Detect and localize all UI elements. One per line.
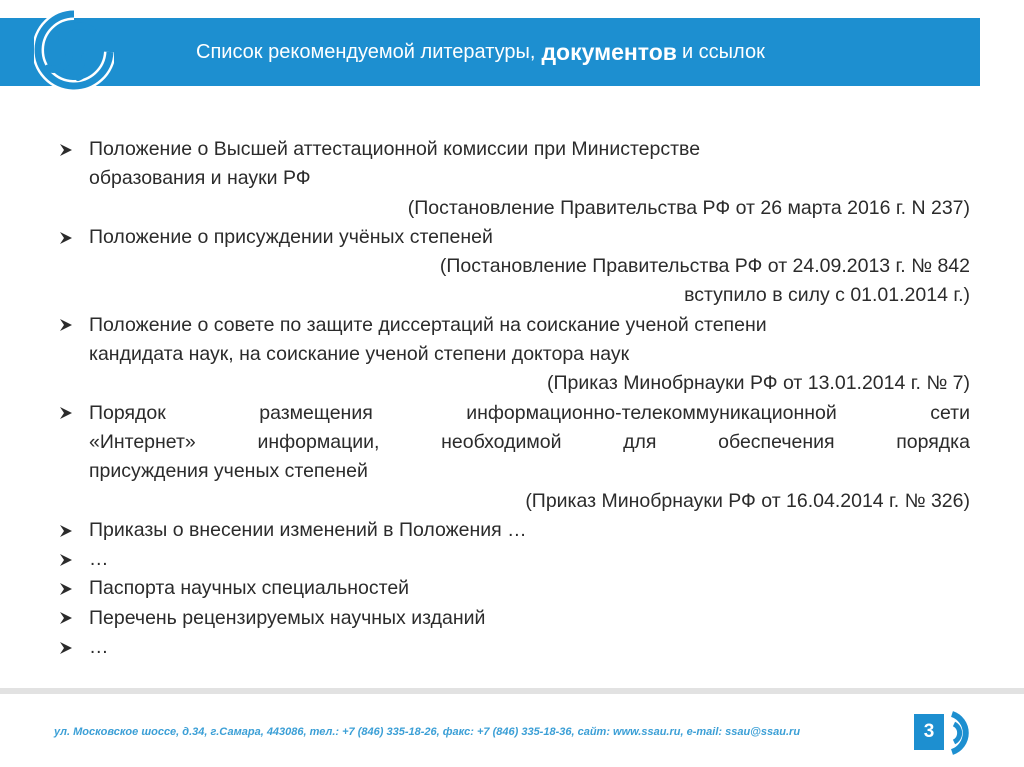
footer-contacts: ул. Московское шоссе, д.34, г.Самара, 443086, тел.: +7 (846) 335-18-26, факс: +7 (846) 335-18-36, сайт: www.ssau.ru, e-mail: ssau@ssau.ru bbox=[54, 726, 801, 738]
item-text: образования и науки РФ bbox=[89, 167, 311, 190]
item-text: Положение о присуждении учёных степеней bbox=[89, 225, 493, 248]
arrow-bullet-icon bbox=[58, 135, 80, 164]
arrow-bullet-icon bbox=[58, 633, 80, 662]
item-reference: (Приказ Минобрнауки РФ от 13.01.2014 г. № 7) bbox=[547, 372, 970, 395]
arrow-bullet-icon bbox=[58, 516, 80, 545]
arrow-bullet-icon bbox=[58, 311, 80, 340]
item-text: … bbox=[89, 636, 109, 659]
arrow-bullet-icon bbox=[58, 399, 80, 428]
item-reference: (Постановление Правительства РФ от 26 марта 2016 г. N 237) bbox=[407, 196, 970, 219]
item-text: Положение о совете по защите диссертаций на соискание ученой степени bbox=[89, 313, 767, 336]
item-text: Приказы о внесении изменений в Положения … bbox=[89, 518, 527, 541]
item-word: обеспечения bbox=[718, 430, 835, 453]
item-reference: вступило в силу с 01.01.2014 г.) bbox=[684, 284, 970, 307]
literature-list bbox=[58, 135, 970, 662]
item-justified-line bbox=[89, 399, 970, 428]
list-item bbox=[58, 604, 970, 633]
item-word: информационно-телекоммуникационной bbox=[466, 401, 837, 424]
page-number: 3 bbox=[914, 714, 944, 750]
item-word: размещения bbox=[259, 401, 373, 424]
item-word: информации, bbox=[257, 430, 380, 453]
item-justified-line bbox=[89, 428, 970, 457]
footer-logo-icon bbox=[940, 706, 988, 760]
university-logo-icon bbox=[34, 8, 114, 96]
item-reference: (Приказ Минобрнауки РФ от 16.04.2014 г. № 326) bbox=[525, 489, 970, 512]
item-reference: (Постановление Правительства РФ от 24.09.2013 г. № 842 bbox=[439, 255, 970, 278]
item-word: порядка bbox=[896, 430, 970, 453]
title-bold-word: документов bbox=[541, 38, 677, 65]
footer-divider bbox=[0, 688, 1024, 694]
item-word: сети bbox=[930, 401, 970, 424]
arrow-bullet-icon bbox=[58, 223, 80, 252]
list-item bbox=[58, 545, 970, 574]
list-item bbox=[58, 516, 970, 545]
arrow-bullet-icon bbox=[58, 545, 80, 574]
item-word: для bbox=[623, 430, 657, 453]
arrow-bullet-icon bbox=[58, 604, 80, 633]
page-title bbox=[196, 18, 956, 86]
item-text: присуждения ученых степеней bbox=[89, 460, 368, 483]
item-text: кандидата наук, на соискание ученой степени доктора наук bbox=[89, 343, 630, 366]
list-item bbox=[58, 574, 970, 603]
item-word: необходимой bbox=[441, 430, 562, 453]
title-part-2: и ссылок bbox=[681, 40, 765, 63]
item-text: Перечень рецензируемых научных изданий bbox=[89, 606, 486, 629]
list-item bbox=[58, 399, 970, 516]
item-text: Паспорта научных специальностей bbox=[89, 577, 410, 600]
list-item bbox=[58, 223, 970, 311]
list-item bbox=[58, 135, 970, 223]
item-word: Порядок bbox=[89, 401, 166, 424]
list-item bbox=[58, 633, 970, 662]
item-text: Положение о Высшей аттестационной комиссии при Министерстве bbox=[89, 138, 701, 160]
item-word: «Интернет» bbox=[89, 430, 196, 453]
arrow-bullet-icon bbox=[58, 574, 80, 603]
item-text: … bbox=[89, 548, 109, 571]
list-item bbox=[58, 311, 970, 399]
title-part-1: Список рекомендуемой литературы, bbox=[196, 40, 536, 63]
